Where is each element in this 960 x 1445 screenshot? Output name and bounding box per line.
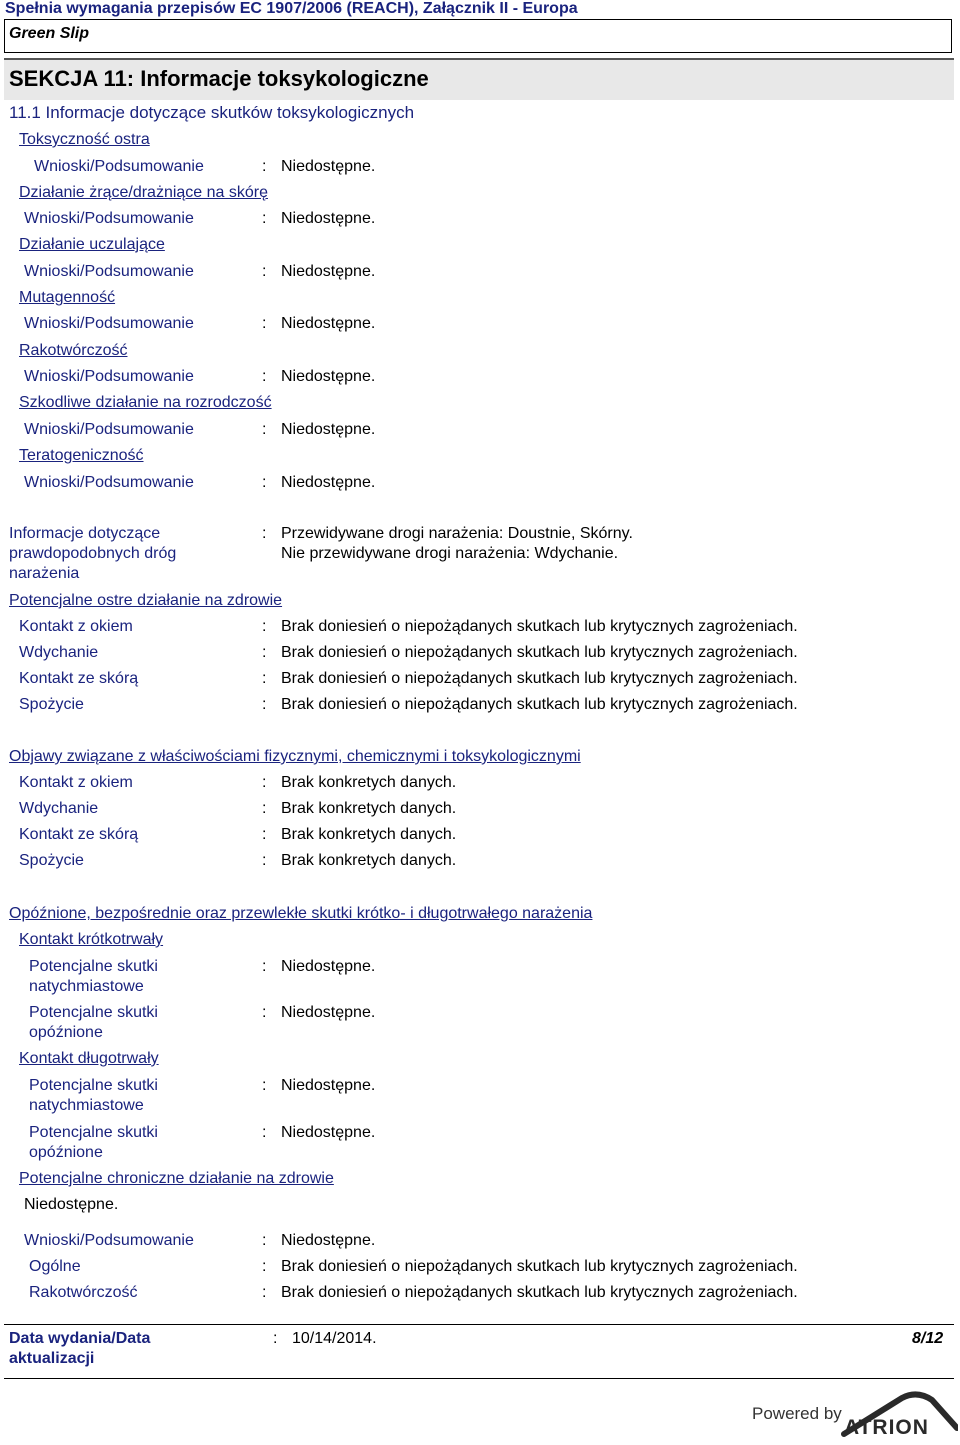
- separator: :: [262, 263, 267, 280]
- tox-heading: Szkodliwe działanie na rozrodczość: [19, 394, 272, 411]
- acute-label: Wdychanie: [19, 644, 99, 661]
- separator: :: [262, 670, 267, 687]
- delayed-label: Potencjalne skutki: [29, 1004, 158, 1021]
- tox-heading: Mutagenność: [19, 289, 116, 306]
- delayed-heading: Opóźnione, bezpośrednie oraz przewlekłe skutki krótko- i długotrwałego narażenia: [9, 905, 593, 922]
- chronic-note: Niedostępne.: [24, 1196, 119, 1213]
- delayed-label: opóźnione: [29, 1144, 103, 1161]
- separator: :: [262, 644, 267, 661]
- separator: :: [262, 474, 267, 491]
- tox-label: Wnioski/Podsumowanie: [24, 474, 194, 491]
- chronic-label: Wnioski/Podsumowanie: [24, 1232, 194, 1249]
- tox-label: Wnioski/Podsumowanie: [24, 210, 194, 227]
- separator: :: [262, 852, 267, 869]
- separator: :: [262, 1284, 267, 1301]
- acute-value: Brak doniesień o niepożądanych skutkach lub krytycznych zagrożeniach.: [281, 696, 798, 713]
- tox-label: Wnioski/Podsumowanie: [24, 421, 194, 438]
- chronic-label: Rakotwórczość: [29, 1284, 138, 1301]
- separator: :: [262, 1077, 267, 1094]
- separator: :: [262, 1258, 267, 1275]
- symptoms-heading: Objawy związane z właściwościami fizycznymi, chemicznymi i toksykologicznymi: [9, 748, 581, 765]
- separator: :: [262, 826, 267, 843]
- separator: :: [262, 210, 267, 227]
- delayed-value: Niedostępne.: [281, 958, 376, 975]
- delayed-value: Niedostępne.: [281, 1077, 376, 1094]
- acute-label: Kontakt ze skórą: [19, 670, 139, 687]
- short-contact-heading: Kontakt krótkotrwały: [19, 931, 164, 948]
- tox-heading: Działanie uczulające: [19, 236, 165, 253]
- separator: :: [262, 315, 267, 332]
- tox-heading: Teratogeniczność: [19, 447, 144, 464]
- powered-by-text: Powered by: [752, 1404, 842, 1423]
- tox-heading: Działanie żrące/drażniące na skórę: [19, 184, 269, 201]
- delayed-label: Potencjalne skutki: [29, 1077, 158, 1094]
- section-header: [4, 58, 954, 100]
- separator: :: [262, 421, 267, 438]
- footer-date-label: aktualizacji: [9, 1350, 95, 1367]
- product-name: Green Slip: [9, 25, 90, 42]
- tox-value: Niedostępne.: [281, 474, 376, 491]
- separator: :: [262, 696, 267, 713]
- document-header: [0, 0, 960, 20]
- delayed-value: Niedostępne.: [281, 1004, 376, 1021]
- separator: :: [262, 618, 267, 635]
- separator: :: [262, 1004, 267, 1021]
- chronic-heading: Potencjalne chroniczne działanie na zdrowie: [19, 1170, 334, 1187]
- exposure-label-line: prawdopodobnych dróg: [9, 545, 177, 562]
- separator: :: [262, 158, 267, 175]
- tox-label: Wnioski/Podsumowanie: [24, 368, 194, 385]
- separator: :: [262, 525, 267, 542]
- tox-heading: Toksyczność ostra: [19, 131, 150, 148]
- symptoms-label: Wdychanie: [19, 800, 99, 817]
- symptoms-label: Spożycie: [19, 852, 84, 869]
- symptoms-label: Kontakt z okiem: [19, 774, 133, 791]
- delayed-label: Potencjalne skutki: [29, 1124, 158, 1141]
- tox-value: Niedostępne.: [281, 368, 376, 385]
- separator: :: [262, 1124, 267, 1141]
- chronic-value: Niedostępne.: [281, 1232, 376, 1249]
- subsection-title: 11.1 Informacje dotyczące skutków toksykologicznych: [9, 103, 415, 122]
- footer-date-value: 10/14/2014.: [292, 1330, 377, 1347]
- tox-value: Niedostępne.: [281, 315, 376, 332]
- exposure-label-line: Informacje dotyczące: [9, 525, 161, 542]
- acute-heading: Potencjalne ostre działanie na zdrowie: [9, 592, 283, 609]
- chronic-value: Brak doniesień o niepożądanych skutkach lub krytycznych zagrożeniach.: [281, 1284, 798, 1301]
- symptoms-value: Brak konkretych danych.: [281, 774, 457, 791]
- chronic-label: Ogólne: [29, 1258, 81, 1275]
- tox-label: Wnioski/Podsumowanie: [24, 263, 194, 280]
- separator: :: [273, 1330, 278, 1347]
- exposure-label-line: narażenia: [9, 565, 80, 582]
- separator: :: [262, 1232, 267, 1249]
- tox-value: Niedostępne.: [281, 263, 376, 280]
- symptoms-value: Brak konkretych danych.: [281, 826, 457, 843]
- symptoms-value: Brak konkretych danych.: [281, 852, 457, 869]
- footer-bottom-divider: [4, 1378, 954, 1379]
- acute-value: Brak doniesień o niepożądanych skutkach lub krytycznych zagrożeniach.: [281, 644, 798, 661]
- separator: :: [262, 800, 267, 817]
- delayed-label: natychmiastowe: [29, 978, 144, 995]
- delayed-label: natychmiastowe: [29, 1097, 144, 1114]
- acute-value: Brak doniesień o niepożądanych skutkach lub krytycznych zagrożeniach.: [281, 618, 798, 635]
- delayed-value: Niedostępne.: [281, 1124, 376, 1141]
- regulation-title: Spełnia wymagania przepisów EC 1907/2006 (REACH), Załącznik II - Europa: [5, 0, 578, 17]
- symptoms-value: Brak konkretych danych.: [281, 800, 457, 817]
- tox-label: Wnioski/Podsumowanie: [24, 315, 194, 332]
- page-number: 8/12: [912, 1330, 944, 1347]
- footer-divider: [4, 1324, 954, 1325]
- acute-label: Kontakt z okiem: [19, 618, 133, 635]
- separator: :: [262, 774, 267, 791]
- tox-label: Wnioski/Podsumowanie: [34, 158, 204, 175]
- section-title: SEKCJA 11: Informacje toksykologiczne: [9, 66, 429, 91]
- acute-label: Spożycie: [19, 696, 84, 713]
- acute-value: Brak doniesień o niepożądanych skutkach lub krytycznych zagrożeniach.: [281, 670, 798, 687]
- product-name-box: [4, 19, 952, 53]
- atrion-logo: [752, 1388, 958, 1440]
- separator: :: [262, 368, 267, 385]
- chronic-value: Brak doniesień o niepożądanych skutkach lub krytycznych zagrożeniach.: [281, 1258, 798, 1275]
- delayed-label: Potencjalne skutki: [29, 958, 158, 975]
- long-contact-heading: Kontakt długotrwały: [19, 1050, 159, 1067]
- tox-value: Niedostępne.: [281, 158, 376, 175]
- tox-value: Niedostępne.: [281, 421, 376, 438]
- separator: :: [262, 958, 267, 975]
- brand-name: ATRION: [844, 1416, 929, 1439]
- symptoms-label: Kontakt ze skórą: [19, 826, 139, 843]
- exposure-value-line: Nie przewidywane drogi narażenia: Wdychanie.: [281, 545, 619, 562]
- tox-value: Niedostępne.: [281, 210, 376, 227]
- exposure-value-line: Przewidywane drogi narażenia: Doustnie, Skórny.: [281, 525, 633, 542]
- footer-date-label: Data wydania/Data: [9, 1330, 151, 1347]
- tox-heading: Rakotwórczość: [19, 342, 128, 359]
- delayed-label: opóźnione: [29, 1024, 103, 1041]
